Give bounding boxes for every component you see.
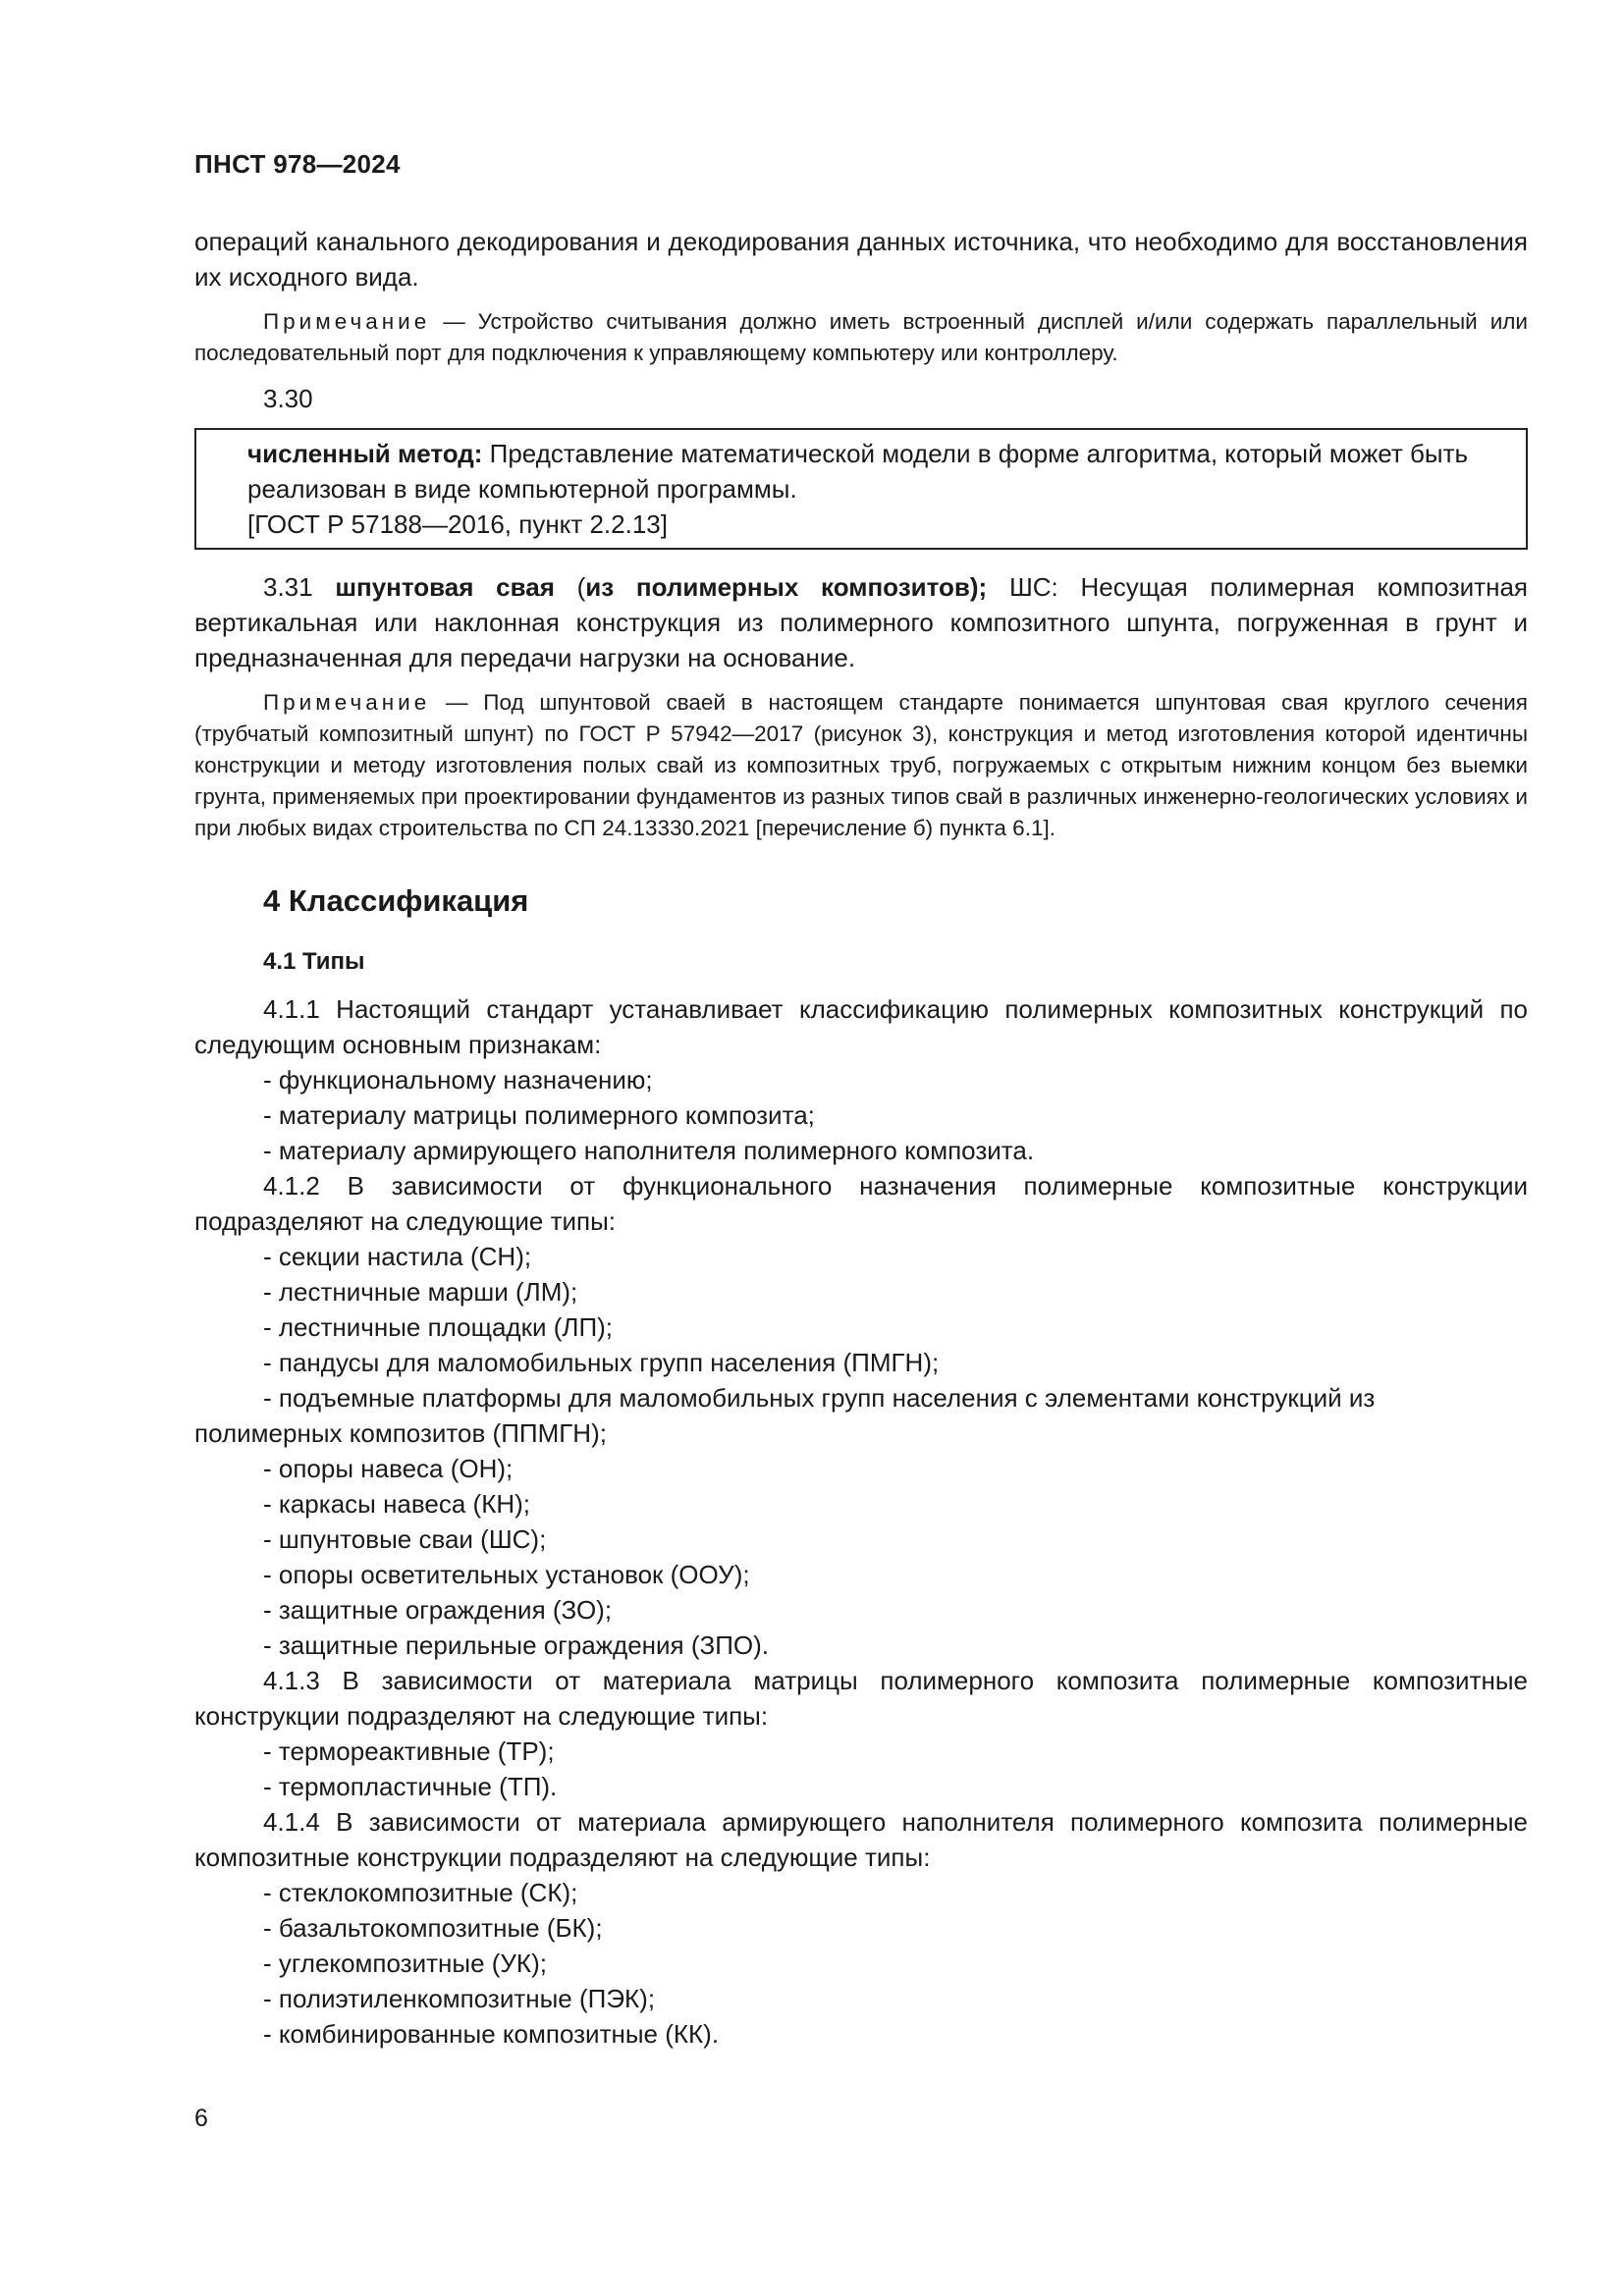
clause-4-1-2: 4.1.2 В зависимости от функционального назначения полимерные композитные конструкции подразделяют на следующие типы: (194, 1171, 1528, 1236)
term-331-number: 3.31 (263, 572, 336, 602)
list-item: - шпунтовые сваи (ШС); (263, 1524, 547, 1554)
list-4-1-4 (194, 1875, 1528, 2052)
clause-4-1-4: 4.1.4 В зависимости от материала армирующего наполнителя полимерного композита полимерные композитные конструкции подразделяют на следующие типы: (194, 1807, 1528, 1872)
list-item: - полиэтиленкомпозитные (ПЭК); (263, 1984, 656, 2013)
list-4-1-2 (194, 1239, 1528, 1663)
list-item: - защитные ограждения (ЗО); (263, 1595, 613, 1625)
list-item: - секции настила (СН); (263, 1242, 532, 1271)
page-number: 6 (194, 2105, 208, 2132)
list-item: - базальтокомпозитные (БК); (263, 1913, 603, 1943)
document-id-header: ПНСТ 978—2024 (194, 149, 401, 179)
term-331-qualifier: из полимерных композитов (585, 572, 970, 602)
term-331-qualifier-open: ( (554, 572, 586, 602)
list-item: - термореактивные (ТР); (263, 1736, 555, 1766)
list-item: - комбинированные композитные (КК). (263, 2019, 720, 2049)
term-330-text: Представление математической модели в форме алгоритма, который может быть реализован в виде компьютерной программы. (247, 439, 1469, 504)
note-reader-device (194, 306, 1528, 369)
note-label: Примечание (263, 690, 431, 715)
term-331-name: шпунтовая свая (335, 572, 555, 602)
term-330-name: численный метод: (247, 439, 483, 468)
term-330-source: [ГОСТ Р 57188—2016, пункт 2.2.13] (247, 509, 668, 539)
term-330-definition (247, 436, 1510, 507)
list-item: - опоры осветительных установок (ООУ); (263, 1560, 750, 1589)
list-item: - опоры навеса (ОН); (263, 1454, 514, 1483)
list-item: - лестничные площадки (ЛП); (263, 1312, 614, 1342)
term-331-paragraph (194, 569, 1528, 675)
term-number-330: 3.30 (263, 384, 313, 413)
list-4-1-3 (194, 1734, 1528, 1804)
continuation-paragraph: операций канального декодирования и декодирования данных источника, что необходимо для восстановления их исходного вида. (194, 227, 1528, 292)
term-331-qualifier-close: ); (969, 572, 988, 602)
term-331-text: ШС: Несущая полимерная композитная вертикальная или наклонная конструкция из полимерного композитного шпунта, погруженная в грунт и предназначенная для передачи нагрузки на основание. (194, 572, 1528, 672)
list-item: - лестничные марши (ЛМ); (263, 1277, 578, 1307)
note-sheet-pile (194, 687, 1528, 844)
list-item: - функциональному назначению; (263, 1065, 653, 1095)
page-content (194, 224, 1528, 2052)
note-text: — Под шпунтовой сваей в настоящем стандарте понимается шпунтовая свая круглого сечения (трубчатый композитный шпунт) по ГОСТ Р 57942—2017 (рисунок 3), конструкция и метод изготовления которой идентичны конструкции и методу изготовления полых свай из композитных труб, погружаемых с открытым нижним концом без выемки грунта, применяемых при проектировании фундаментов из разных типов свай в различных инженерно-геологических условиях и при любых видах строительства по СП 24.13330.2021 [перечисление б) пункта 6.1]. (194, 690, 1528, 840)
list-item: - каркасы навеса (КН); (263, 1489, 531, 1519)
clause-4-1-1: 4.1.1 Настоящий стандарт устанавливает классификацию полимерных композитных конструкций по следующим основным признакам: (194, 994, 1528, 1059)
list-4-1-1 (194, 1062, 1528, 1168)
term-box-330 (194, 428, 1528, 550)
list-item: - материалу армирующего наполнителя полимерного композита. (263, 1136, 1035, 1165)
list-item: - углекомпозитные (УК); (263, 1949, 547, 1978)
note-text: — Устройство считывания должно иметь встроенный дисплей и/или содержать параллельный или последовательный порт для подключения к управляющему компьютеру или контроллеру. (194, 309, 1528, 365)
list-item: - пандусы для маломобильных групп населения (ПМГН); (263, 1348, 940, 1377)
list-item: - термопластичные (ТП). (263, 1772, 558, 1801)
list-item: - подъемные платформы для маломобильных групп населения с элементами конструкций из полимерных композитов (ППМГН); (194, 1383, 1376, 1448)
clause-4-1-3: 4.1.3 В зависимости от материала матрицы полимерного композита полимерные композитные конструкции подразделяют на следующие типы: (194, 1666, 1528, 1731)
list-item: - материалу матрицы полимерного композита; (263, 1100, 815, 1130)
section-heading-4: 4 Классификация (263, 883, 529, 918)
subsection-heading-4-1: 4.1 Типы (263, 948, 365, 975)
list-item: - защитные перильные ограждения (ЗПО). (263, 1630, 770, 1660)
list-item: - стеклокомпозитные (СК); (263, 1878, 578, 1907)
note-label: Примечание (263, 309, 431, 334)
